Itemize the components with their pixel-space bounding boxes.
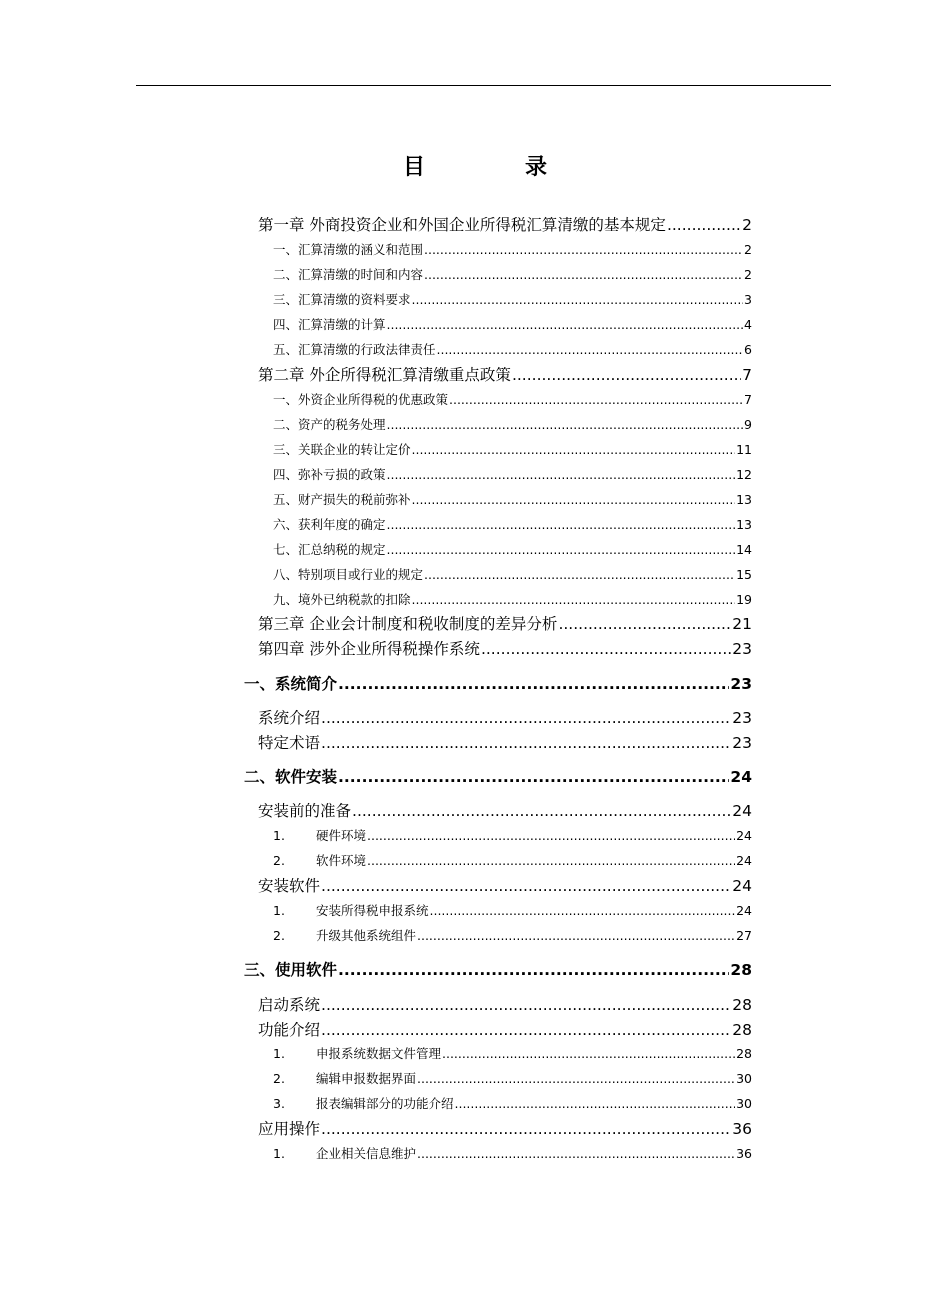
toc-leader-dots bbox=[367, 853, 735, 868]
toc-entry-label: 企业相关信息维护 bbox=[316, 1146, 417, 1162]
toc-leader-dots bbox=[424, 567, 735, 582]
toc-entry[interactable] bbox=[258, 363, 752, 385]
toc-leader-dots bbox=[367, 828, 735, 843]
toc-entry-label: 安装所得税申报系统 bbox=[316, 903, 429, 919]
toc-entry-label: 第一章 外商投资企业和外国企业所得税汇算清缴的基本规定 bbox=[258, 215, 666, 234]
toc-entry-label: 安装软件 bbox=[258, 876, 321, 895]
toc-leader-dots bbox=[352, 802, 731, 820]
toc-page-number: 9 bbox=[744, 417, 752, 433]
toc-entry[interactable] bbox=[273, 926, 752, 944]
toc-entry-label: 编辑申报数据界面 bbox=[316, 1071, 417, 1087]
toc-entry[interactable] bbox=[273, 465, 752, 483]
toc-leader-dots bbox=[387, 317, 744, 332]
toc-leader-dots bbox=[481, 640, 731, 658]
toc-entry-label: 二、软件安装 bbox=[244, 767, 338, 786]
toc-entry-label: 六、获利年度的确定 bbox=[273, 517, 386, 533]
toc-entry[interactable] bbox=[273, 340, 752, 358]
toc-page-number: 13 bbox=[736, 492, 752, 508]
toc-entry-label: 特定术语 bbox=[258, 733, 321, 752]
toc-page-number: 24 bbox=[730, 767, 752, 786]
toc-page-number: 28 bbox=[732, 995, 752, 1014]
toc-entry[interactable] bbox=[258, 637, 752, 659]
toc-page-number: 11 bbox=[736, 442, 752, 458]
toc-entry-label: 第三章 企业会计制度和税收制度的差异分析 bbox=[258, 614, 558, 633]
toc-entry[interactable] bbox=[273, 1069, 752, 1087]
toc-entry-number: 2. bbox=[273, 928, 285, 944]
toc-leader-dots bbox=[338, 675, 729, 693]
toc-entry-label: 二、资产的税务处理 bbox=[273, 417, 386, 433]
toc-page-number: 2 bbox=[744, 267, 752, 283]
header-rule bbox=[136, 85, 831, 86]
toc-leader-dots bbox=[430, 903, 736, 918]
toc-entry[interactable] bbox=[258, 731, 752, 753]
toc-entry-label: 四、汇算清缴的计算 bbox=[273, 317, 386, 333]
toc-page-number: 24 bbox=[732, 801, 752, 820]
toc-entry[interactable] bbox=[273, 315, 752, 333]
page-title bbox=[0, 154, 950, 182]
toc-leader-dots bbox=[424, 242, 743, 257]
toc-entry-label: 第四章 涉外企业所得税操作系统 bbox=[258, 639, 480, 658]
toc-page-number: 7 bbox=[744, 392, 752, 408]
toc-entry-number: 3. bbox=[273, 1096, 285, 1112]
toc-entry-label: 五、汇算清缴的行政法律责任 bbox=[273, 342, 436, 358]
toc-entry-label: 三、使用软件 bbox=[244, 960, 338, 979]
toc-entry[interactable] bbox=[273, 440, 752, 458]
toc-leader-dots bbox=[321, 734, 731, 752]
toc-leader-dots bbox=[321, 996, 731, 1014]
toc-page-number: 21 bbox=[732, 614, 752, 633]
toc-entry-number: 1. bbox=[273, 903, 285, 919]
toc-page-number: 3 bbox=[744, 292, 752, 308]
toc-leader-dots bbox=[412, 492, 736, 507]
toc-leader-dots bbox=[449, 392, 743, 407]
toc-entry-label: 安装前的准备 bbox=[258, 801, 352, 820]
toc-leader-dots bbox=[512, 366, 741, 384]
toc-entry[interactable] bbox=[273, 290, 752, 308]
toc-leader-dots bbox=[338, 768, 729, 786]
toc-entry-label: 三、汇算清缴的资料要求 bbox=[273, 292, 411, 308]
toc-entry-number: 1. bbox=[273, 1046, 285, 1062]
toc-entry[interactable] bbox=[273, 265, 752, 283]
toc-leader-dots bbox=[387, 542, 736, 557]
toc-page-number: 36 bbox=[732, 1119, 752, 1138]
toc-entry-number: 2. bbox=[273, 853, 285, 869]
toc-leader-dots bbox=[412, 442, 736, 457]
toc-page-number: 36 bbox=[736, 1146, 752, 1162]
toc-entry-label: 三、关联企业的转让定价 bbox=[273, 442, 411, 458]
toc-leader-dots bbox=[417, 928, 735, 943]
toc-entry[interactable] bbox=[244, 765, 752, 787]
toc-page-number: 24 bbox=[732, 876, 752, 895]
toc-entry[interactable] bbox=[244, 672, 752, 694]
toc-page-number: 15 bbox=[736, 567, 752, 583]
toc-entry[interactable] bbox=[273, 490, 752, 508]
toc-entry[interactable] bbox=[244, 958, 752, 980]
toc-entry-label: 应用操作 bbox=[258, 1119, 321, 1138]
toc-entry[interactable] bbox=[258, 1117, 752, 1139]
toc-entry[interactable] bbox=[258, 213, 752, 235]
toc-entry-label: 一、外资企业所得税的优惠政策 bbox=[273, 392, 449, 408]
toc-page-number: 7 bbox=[742, 365, 752, 384]
toc-entry[interactable] bbox=[273, 590, 752, 608]
toc-entry-label: 功能介绍 bbox=[258, 1020, 321, 1039]
toc-entry[interactable] bbox=[273, 1144, 752, 1162]
toc-entry[interactable] bbox=[258, 874, 752, 896]
toc-leader-dots bbox=[387, 417, 744, 432]
toc-entry[interactable] bbox=[273, 565, 752, 583]
toc-entry[interactable] bbox=[258, 612, 752, 634]
toc-page-number: 23 bbox=[732, 708, 752, 727]
toc-entry-number: 2. bbox=[273, 1071, 285, 1087]
toc-entry-label: 软件环境 bbox=[316, 853, 367, 869]
toc-entry-label: 九、境外已纳税款的扣除 bbox=[273, 592, 411, 608]
toc-page-number: 12 bbox=[736, 467, 752, 483]
toc-entry[interactable] bbox=[273, 1094, 752, 1112]
toc-entry[interactable] bbox=[273, 851, 752, 869]
toc-entry-number: 1. bbox=[273, 1146, 285, 1162]
title-char-left: 目 bbox=[402, 155, 425, 180]
toc-entry[interactable] bbox=[273, 240, 752, 258]
toc-entry-label: 一、系统简介 bbox=[244, 674, 338, 693]
toc-entry[interactable] bbox=[258, 993, 752, 1015]
toc-leader-dots bbox=[321, 1120, 731, 1138]
toc-page-number: 2 bbox=[744, 242, 752, 258]
toc-entry-label: 报表编辑部分的功能介绍 bbox=[316, 1096, 454, 1112]
toc-leader-dots bbox=[442, 1046, 735, 1061]
toc-entry-label: 一、汇算清缴的涵义和范围 bbox=[273, 242, 424, 258]
toc-leader-dots bbox=[387, 517, 736, 532]
toc-leader-dots bbox=[455, 1096, 736, 1111]
toc-page-number: 4 bbox=[744, 317, 752, 333]
toc-page-number: 6 bbox=[744, 342, 752, 358]
toc-leader-dots bbox=[412, 292, 744, 307]
toc-entry[interactable] bbox=[273, 826, 752, 844]
toc-entry[interactable] bbox=[273, 540, 752, 558]
toc-entry-label: 硬件环境 bbox=[316, 828, 367, 844]
toc-page-number: 30 bbox=[736, 1071, 752, 1087]
toc-page-number: 28 bbox=[730, 960, 752, 979]
toc-leader-dots bbox=[321, 877, 731, 895]
toc-page-number: 28 bbox=[736, 1046, 752, 1062]
toc-entry[interactable] bbox=[273, 515, 752, 533]
toc-page-number: 19 bbox=[736, 592, 752, 608]
toc-entry-number: 1. bbox=[273, 828, 285, 844]
toc-leader-dots bbox=[424, 267, 743, 282]
toc-leader-dots bbox=[558, 615, 731, 633]
toc-leader-dots bbox=[437, 342, 744, 357]
toc-entry-label: 系统介绍 bbox=[258, 708, 321, 727]
title-char-right: 录 bbox=[525, 155, 548, 180]
toc-entry[interactable] bbox=[273, 415, 752, 433]
toc-entry-label: 二、汇算清缴的时间和内容 bbox=[273, 267, 424, 283]
toc-page-number: 24 bbox=[736, 828, 752, 844]
toc-page-number: 27 bbox=[736, 928, 752, 944]
toc-leader-dots bbox=[321, 709, 731, 727]
toc-page-number: 24 bbox=[736, 853, 752, 869]
toc-entry-label: 四、弥补亏损的政策 bbox=[273, 467, 386, 483]
toc-entry-label: 七、汇总纳税的规定 bbox=[273, 542, 386, 558]
toc-page-number: 30 bbox=[736, 1096, 752, 1112]
toc-page-number: 13 bbox=[736, 517, 752, 533]
toc-leader-dots bbox=[412, 592, 736, 607]
toc-entry[interactable] bbox=[258, 1018, 752, 1040]
toc-entry-label: 启动系统 bbox=[258, 995, 321, 1014]
toc-leader-dots bbox=[417, 1071, 735, 1086]
toc-entry[interactable] bbox=[273, 901, 752, 919]
toc-entry-label: 申报系统数据文件管理 bbox=[316, 1046, 442, 1062]
toc-entry-label: 升级其他系统组件 bbox=[316, 928, 417, 944]
toc-page-number: 14 bbox=[736, 542, 752, 558]
toc-page-number: 23 bbox=[730, 674, 752, 693]
toc-page-number: 23 bbox=[732, 639, 752, 658]
toc-leader-dots bbox=[321, 1021, 731, 1039]
toc-page-number: 24 bbox=[736, 903, 752, 919]
toc-page-number: 28 bbox=[732, 1020, 752, 1039]
toc-leader-dots bbox=[338, 961, 729, 979]
toc-leader-dots bbox=[417, 1146, 735, 1161]
toc-leader-dots bbox=[667, 216, 741, 234]
toc-entry-label: 五、财产损失的税前弥补 bbox=[273, 492, 411, 508]
toc-entry[interactable] bbox=[258, 799, 752, 821]
toc-leader-dots bbox=[387, 467, 736, 482]
toc-entry[interactable] bbox=[258, 706, 752, 728]
toc-page-number: 23 bbox=[732, 733, 752, 752]
toc-page-number: 2 bbox=[742, 215, 752, 234]
toc-entry-label: 第二章 外企所得税汇算清缴重点政策 bbox=[258, 365, 511, 384]
toc-entry[interactable] bbox=[273, 1044, 752, 1062]
toc-entry[interactable] bbox=[273, 390, 752, 408]
toc-entry-label: 八、特别项目或行业的规定 bbox=[273, 567, 424, 583]
